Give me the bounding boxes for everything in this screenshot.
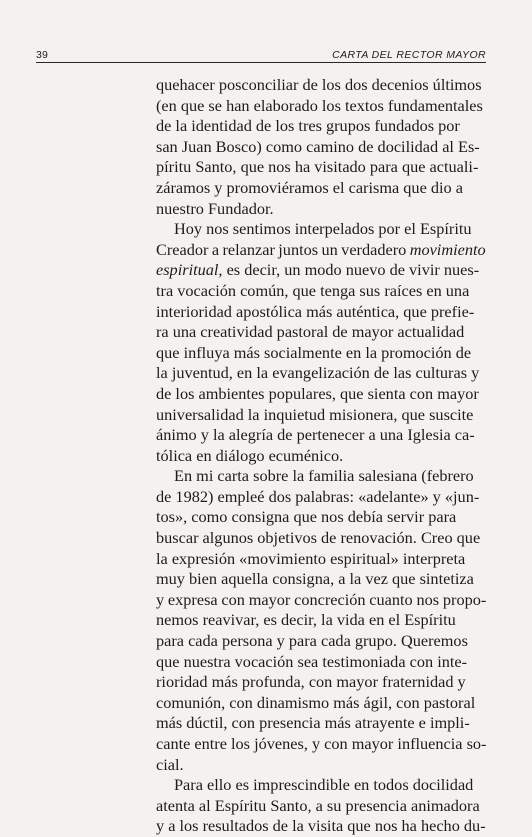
- emphasized-term: movimiento: [409, 239, 486, 259]
- text-line: de la identidad de los tres grupos fundados por: [156, 116, 460, 136]
- text-line: que nuestra vocación sea testimoniada con inte-: [156, 651, 468, 671]
- text-line: píritu Santo, que nos ha visitado para que actuali-: [156, 157, 479, 177]
- emphasized-term: espiritual,: [156, 260, 223, 280]
- text-line: más dúctil, con presencia más atrayente e impli-: [156, 713, 470, 733]
- paragraph-start-line: Hoy nos sentimos interpelados por el Espíritu: [174, 219, 472, 239]
- text-line: [156, 260, 486, 281]
- text-segment: Creador a relanzar juntos un verdadero: [156, 239, 407, 259]
- text-line: quehacer posconciliar de los dos decenios últimos: [156, 75, 482, 94]
- header-rule: [36, 62, 486, 63]
- text-line: nemos reavivar, es decir, la vida en el Espíritu: [156, 610, 456, 630]
- text-line: záramos y promoviéramos el carisma que dio a: [156, 177, 463, 197]
- text-line: ánimo y la alegría de pertenecer a una Iglesia ca-: [156, 425, 475, 445]
- text-line: (en que se han elaborado los textos fundamentales: [156, 95, 483, 115]
- text-line: de los ambientes populares, que sienta con mayor: [156, 383, 479, 403]
- text-line: nuestro Fundador.: [156, 198, 274, 218]
- text-line: comunión, con dinamismo más ágil, con pastoral: [156, 692, 476, 712]
- text-line: san Juan Bosco) como camino de docilidad al Es-: [156, 136, 480, 156]
- text-line: la expresión «movimiento espiritual» interpreta: [156, 548, 466, 568]
- text-line: cante entre los jóvenes, y con mayor influencia so-: [156, 734, 487, 753]
- body-text: [156, 75, 486, 837]
- text-line: interioridad apostólica más auténtica, que prefie-: [156, 301, 475, 321]
- page-header: [36, 49, 486, 63]
- text-line: buscar algunos objetivos de renovación. Creo que: [156, 528, 481, 548]
- text-line: y expresa con mayor concreción cuanto nos propo-: [156, 589, 487, 609]
- paragraph-start-line: En mi carta sobre la familia salesiana (febrero: [174, 466, 474, 486]
- text-line: universalidad la inquietud misionera, que suscite: [156, 404, 474, 424]
- text-line: tos», como consigna que nos debía servir para: [156, 507, 457, 527]
- text-line: [156, 240, 486, 261]
- text-line: para cada persona y para cada grupo. Queremos: [156, 631, 468, 651]
- page-number: 39: [36, 49, 49, 61]
- text-line: tólica en diálogo ecuménico.: [156, 445, 344, 465]
- text-line: la juventud, en la evangelización de las culturas y: [156, 363, 480, 383]
- text-line: muy bien aquella consigna, a la vez que sintetiza: [156, 569, 474, 589]
- text-line: y a los resultados de la visita que nos ha hecho du-: [156, 816, 486, 836]
- text-line: rioridad más profunda, con mayor fraternidad y: [156, 672, 466, 692]
- running-head: CARTA DEL RECTOR MAYOR: [332, 49, 486, 61]
- text-line: cial.: [156, 754, 184, 774]
- text-line: ra una creatividad pastoral de mayor actualidad: [156, 322, 465, 342]
- text-line: de 1982) empleé dos palabras: «adelante» y «jun-: [156, 486, 480, 506]
- text-segment: es decir, un modo nuevo de vivir nues-: [222, 260, 480, 280]
- text-line: que influya más socialmente en la promoción de: [156, 342, 472, 362]
- paragraph-start-line: Para ello es imprescindible en todos docilidad: [174, 775, 474, 795]
- text-line: tra vocación común, que tenga sus raíces en una: [156, 280, 470, 300]
- text-line: atenta al Espíritu Santo, a su presencia animadora: [156, 795, 480, 815]
